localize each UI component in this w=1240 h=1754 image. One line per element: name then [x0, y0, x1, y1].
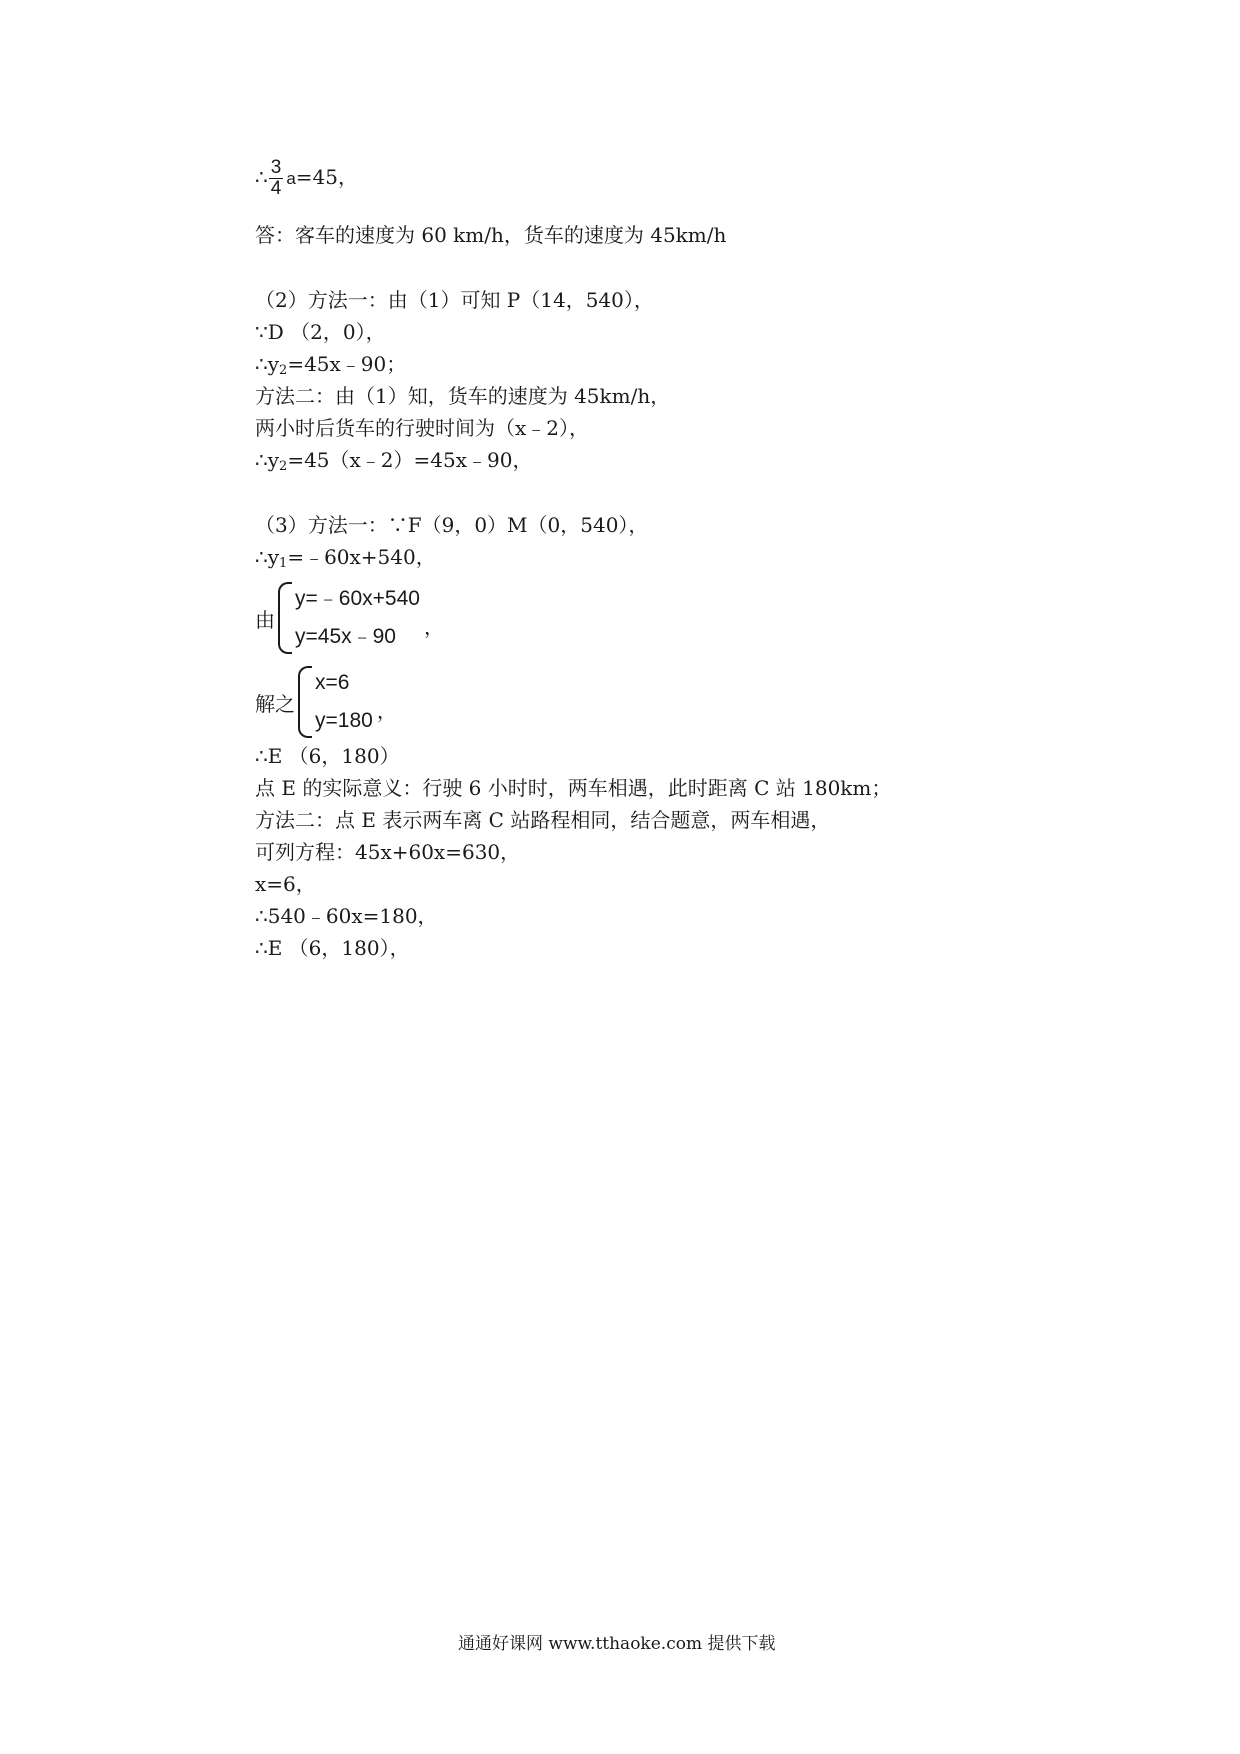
because-d-line: ∵D （2，0），: [255, 320, 386, 344]
time-line: 两小时后货车的行驶时间为（x﹣2），: [255, 416, 590, 440]
y2-result-line: [255, 351, 406, 377]
part3-method1-line: （3）方法一：∵F（9，0）M（0，540），: [255, 513, 649, 537]
fraction-numerator: 3: [270, 157, 282, 178]
subscript: 1: [279, 556, 288, 571]
y-rest: =45x﹣90；: [287, 352, 407, 376]
y1-line: [255, 544, 436, 570]
y-rest: =﹣60x+540，: [287, 545, 436, 569]
final-point-e-line: ∴E （6，180），: [255, 936, 410, 960]
footer-text: 通通好课网 www.tthaoke.com 提供下载: [458, 1634, 776, 1654]
subscript: 2: [279, 459, 288, 474]
computation-line: ∴540﹣60x=180，: [255, 904, 438, 928]
equation-line-1: [255, 158, 358, 199]
equation-system-1: [255, 580, 444, 656]
y-prefix: ∴y: [255, 545, 280, 569]
system-equations: [295, 580, 420, 656]
brace: [278, 582, 292, 654]
system-equation: y=﹣60x+540: [295, 587, 420, 610]
system-equations: [315, 664, 373, 740]
fraction-denominator: 4: [270, 178, 282, 199]
subscript: 2: [279, 363, 288, 378]
equation-setup-line: 可列方程：45x+60x=630，: [255, 840, 521, 864]
method2-line: 方法二：由（1）知，货车的速度为 45km/h，: [255, 384, 671, 408]
y2-method2-line: [255, 447, 532, 473]
variable-a: a: [286, 169, 296, 188]
fraction: [269, 158, 284, 199]
system-prefix: 由: [255, 607, 275, 632]
system-equation: x=6: [315, 671, 350, 694]
equation-system-2: [255, 664, 397, 740]
y-prefix: ∴y: [255, 352, 280, 376]
system-suffix: ，: [376, 698, 397, 723]
method2-part3-line: 方法二：点 E 表示两车离 C 站路程相同，结合题意，两车相遇，: [255, 808, 831, 832]
system-equation: y=45x﹣90: [295, 625, 396, 648]
y-rest: =45（x﹣2）=45x﹣90，: [287, 448, 533, 472]
y-prefix: ∴y: [255, 448, 280, 472]
part2-method1-line: （2）方法一：由（1）可知 P（14，540），: [255, 288, 654, 312]
system-suffix: ，: [423, 614, 444, 639]
therefore-symbol: ∴: [255, 165, 268, 189]
equation-rest: =45，: [295, 165, 358, 189]
system-prefix: 解之: [255, 691, 295, 716]
meaning-line: 点 E 的实际意义：行驶 6 小时时，两车相遇，此时距离 C 站 180km；: [255, 776, 892, 800]
x-value-line: x=6，: [255, 872, 316, 896]
point-e-line: ∴E （6，180）: [255, 744, 400, 768]
answer-line: 答：客车的速度为 60 km/h，货车的速度为 45km/h: [255, 223, 727, 247]
system-equation: y=180: [315, 709, 373, 732]
brace: [298, 666, 312, 738]
